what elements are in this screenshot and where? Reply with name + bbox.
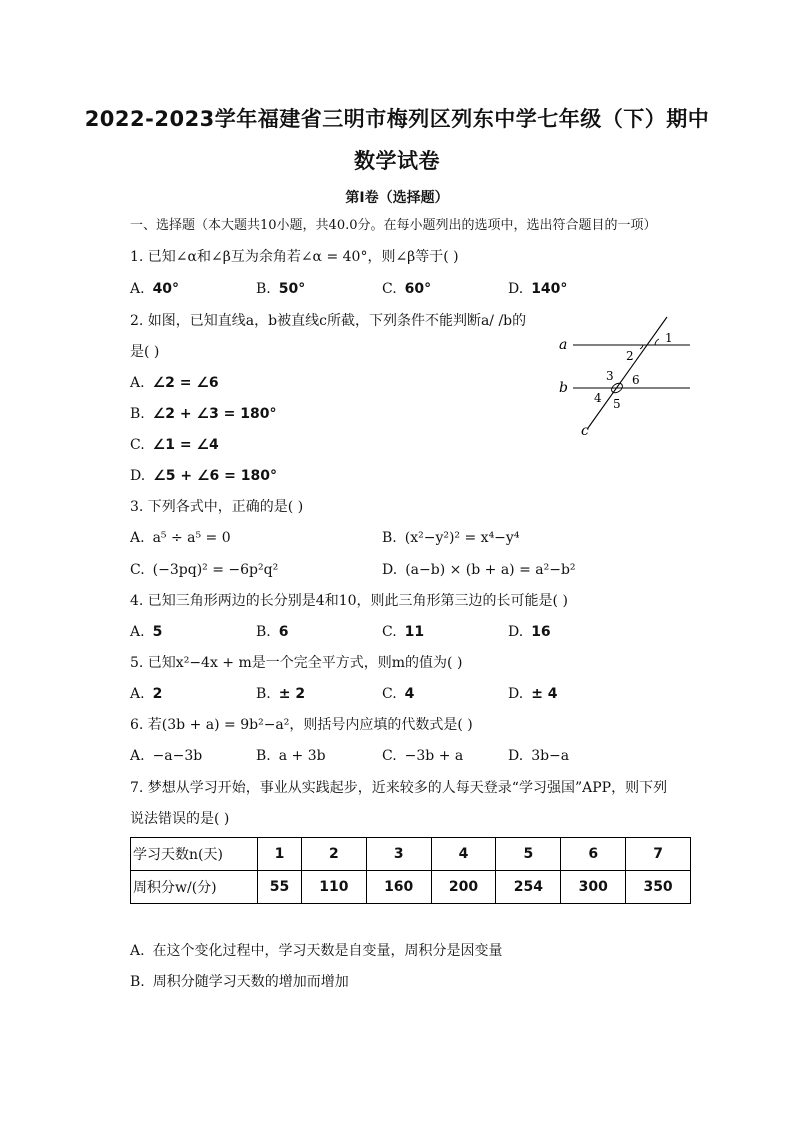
option-text: −3b + a (404, 748, 464, 764)
angle-1-arc (655, 339, 659, 345)
option-label: A. (130, 281, 145, 297)
option-text: 11 (404, 624, 425, 640)
table-cell: 2 (301, 838, 366, 871)
option-text: (−3pq)² = −6p²q² (152, 562, 279, 578)
table-cell: 55 (258, 871, 302, 904)
q6-option-d[interactable] (508, 747, 569, 765)
option-label: B. (130, 974, 145, 990)
angle-label-2: 2 (626, 349, 634, 363)
angle-2-arc (640, 345, 643, 349)
q4-option-a[interactable] (130, 623, 162, 641)
option-text: 在这个变化过程中，学习天数是自变量，周积分是因变量 (152, 943, 503, 959)
table-cell: 200 (431, 871, 496, 904)
option-text: −a−3b (152, 748, 203, 764)
option-label: C. (382, 748, 397, 764)
angle-label-5: 5 (613, 397, 621, 411)
q5-option-c[interactable] (382, 685, 414, 703)
option-text: ∠5 + ∠6 = 180° (153, 468, 277, 484)
option-label: C. (382, 686, 397, 702)
question-5-stem: 5. 已知x²−4x + m是一个完全平方式，则m的值为( ) (130, 655, 463, 671)
option-text: ± 4 (531, 686, 558, 702)
q3-option-d[interactable] (382, 561, 576, 579)
option-label: D. (130, 468, 146, 484)
label-b: b (559, 380, 568, 396)
option-label: D. (508, 686, 524, 702)
question-7-stem: 7. 梦想从学习开始，事业从实践起步，近来较多的人每天登录“学习强国”APP，则下列 (130, 780, 668, 796)
study-points-table (130, 837, 691, 904)
table-cell: 254 (496, 871, 561, 904)
q4-option-c[interactable] (382, 623, 424, 641)
option-text: ± 2 (278, 686, 306, 702)
option-label: A. (130, 686, 145, 702)
angle-label-4: 4 (594, 391, 602, 405)
q1-option-d[interactable] (508, 280, 567, 298)
option-text: ∠2 + ∠3 = 180° (152, 406, 277, 422)
q4-option-d[interactable] (508, 623, 551, 641)
question-7-stem-cont: 说法错误的是( ) (130, 811, 230, 827)
option-label: D. (508, 748, 524, 764)
option-label: C. (382, 624, 397, 640)
q6-option-a[interactable] (130, 747, 202, 765)
table-cell: 300 (561, 871, 626, 904)
option-text: ∠2 = ∠6 (152, 375, 219, 391)
option-label: D. (382, 562, 398, 578)
option-label: B. (382, 530, 397, 546)
page-title-line-1: 2022-2023学年福建省三明市梅列区列东中学七年级（下）期中 (84, 107, 710, 131)
label-a: a (559, 337, 568, 353)
q3-option-b[interactable] (382, 529, 519, 547)
q5-option-d[interactable] (508, 685, 558, 703)
option-text: a⁵ ÷ a⁵ = 0 (152, 530, 231, 546)
question-2-stem-cont: 是( ) (130, 344, 160, 360)
option-label: C. (130, 437, 145, 453)
angle-label-6: 6 (632, 373, 640, 387)
q1-option-b[interactable] (256, 280, 305, 298)
question-6-stem: 6. 若(3b + a) = 9b²−a²，则括号内应填的代数式是( ) (130, 717, 473, 733)
option-label: B. (256, 686, 271, 702)
parallel-lines-figure (555, 315, 695, 440)
q1-option-c[interactable] (382, 280, 431, 298)
q2-option-a[interactable] (130, 374, 219, 392)
table-cell: 3 (366, 838, 431, 871)
q5-option-a[interactable] (130, 685, 162, 703)
option-text: 4 (404, 686, 415, 702)
option-text: 5 (152, 624, 163, 640)
table-cell: 350 (626, 871, 691, 904)
question-3-stem: 3. 下列各式中，正确的是( ) (130, 499, 304, 515)
q1-option-a[interactable] (130, 280, 179, 298)
q5-option-b[interactable] (256, 685, 305, 703)
angle-label-1: 1 (665, 331, 673, 345)
question-1-stem: 1. 已知∠α和∠β互为余角若∠α = 40°，则∠β等于( ) (130, 249, 459, 265)
option-label: A. (130, 375, 145, 391)
option-text: 40° (152, 281, 180, 297)
option-label: A. (130, 530, 145, 546)
table-row-header: 周积分w/(分) (131, 871, 258, 904)
option-label: B. (256, 624, 271, 640)
part-heading: 一、选择题（本大题共10小题，共40.0分。在每小题列出的选项中，选出符合题目的一项） (130, 218, 657, 233)
option-text: 2 (152, 686, 163, 702)
q7-option-b[interactable] (130, 973, 349, 991)
option-label: D. (508, 281, 524, 297)
option-text: 16 (531, 624, 551, 640)
option-text: 50° (278, 281, 306, 297)
table-cell: 1 (258, 838, 302, 871)
q4-option-b[interactable] (256, 623, 289, 641)
q2-option-d[interactable] (130, 467, 277, 485)
option-label: A. (130, 624, 145, 640)
line-c (588, 317, 667, 428)
option-text: 60° (404, 281, 432, 297)
option-label: A. (130, 943, 145, 959)
option-text: (a−b) × (b + a) = a²−b² (405, 562, 576, 578)
option-label: C. (130, 562, 145, 578)
table-cell: 160 (366, 871, 431, 904)
angle-label-3: 3 (606, 369, 614, 383)
question-4-stem: 4. 已知三角形两边的长分别是4和10，则此三角形第三边的长可能是( ) (130, 593, 568, 609)
option-text: 周积分随学习天数的增加而增加 (152, 974, 349, 990)
option-label: B. (256, 281, 271, 297)
table-cell: 7 (626, 838, 691, 871)
option-label: C. (382, 281, 397, 297)
option-text: a + 3b (278, 748, 326, 764)
page-title-line-2: 数学试卷 (354, 149, 440, 173)
table-row (131, 838, 691, 871)
table-row (131, 871, 691, 904)
q6-option-b[interactable] (256, 747, 326, 765)
table-row-header: 学习天数n(天) (131, 838, 258, 871)
q3-option-c[interactable] (130, 561, 278, 579)
q2-option-b[interactable] (130, 405, 277, 423)
table-cell: 6 (561, 838, 626, 871)
option-text: (x²−y²)² = x⁴−y⁴ (404, 530, 520, 546)
option-label: B. (256, 748, 271, 764)
q3-option-a[interactable] (130, 529, 231, 547)
q2-option-c[interactable] (130, 436, 219, 454)
option-label: B. (130, 406, 145, 422)
q7-option-a[interactable] (130, 942, 503, 960)
table-cell: 5 (496, 838, 561, 871)
table-cell: 110 (301, 871, 366, 904)
option-text: ∠1 = ∠4 (152, 437, 219, 453)
option-text: 3b−a (531, 748, 570, 764)
option-text: 6 (278, 624, 289, 640)
q6-option-c[interactable] (382, 747, 463, 765)
option-label: D. (508, 624, 524, 640)
label-c: c (581, 423, 589, 439)
option-text: 140° (531, 281, 568, 297)
option-label: A. (130, 748, 145, 764)
question-2-stem: 2. 如图，已知直线a，b被直线c所截，下列条件不能判断a/ /b的 (130, 313, 527, 329)
table-cell: 4 (431, 838, 496, 871)
section-heading: 第Ⅰ卷（选择题） (345, 190, 449, 206)
